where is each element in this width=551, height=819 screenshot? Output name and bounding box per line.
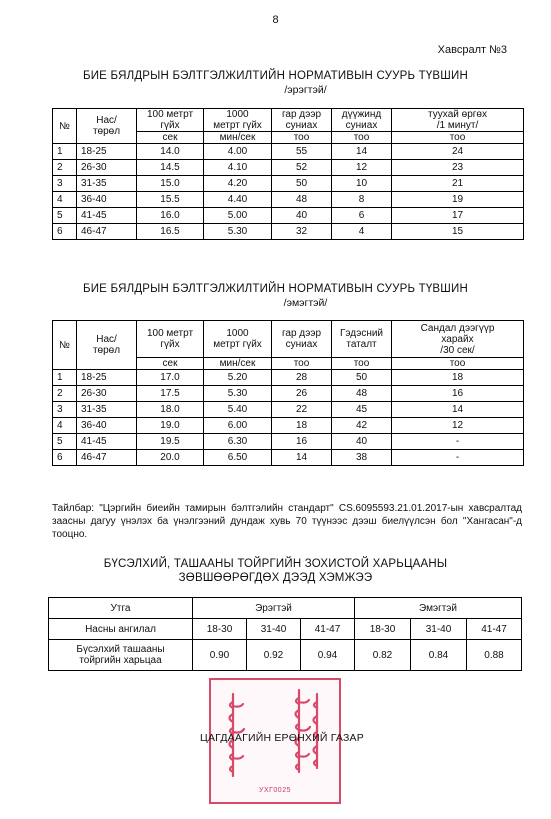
table-cell: 4.40 <box>204 192 272 208</box>
table-cell: 14.5 <box>137 160 204 176</box>
age-category-label: Насны ангилал <box>49 619 193 640</box>
table-cell: 6 <box>332 208 392 224</box>
table-row <box>53 176 524 192</box>
table-row <box>53 434 524 450</box>
table-cell: 38 <box>332 450 392 466</box>
header-value: Утга <box>49 598 193 619</box>
table-cell: 12 <box>392 418 524 434</box>
table-cell: 8 <box>332 192 392 208</box>
table-cell: 4.10 <box>204 160 272 176</box>
table-cell: 1 <box>53 370 77 386</box>
table-cell: 18.0 <box>137 402 204 418</box>
unit-cell: мин/сек <box>204 358 272 370</box>
table-cell: 15.5 <box>137 192 204 208</box>
unit-cell: тоо <box>272 132 332 144</box>
age-cell: 18-30 <box>193 619 247 640</box>
table-cell: 3 <box>53 176 77 192</box>
header-pushups: гар дээр суниах <box>272 109 332 132</box>
table-row <box>53 192 524 208</box>
table-cell: 4.20 <box>204 176 272 192</box>
table-cell: 26 <box>272 386 332 402</box>
waist-table-title-line2: ЗӨВШӨӨРӨГДӨХ ДЭЭД ХЭМЖЭЭ <box>178 572 373 584</box>
table-cell: 14 <box>272 450 332 466</box>
ratio-cell: 0.82 <box>355 640 411 671</box>
table-cell: 36-40 <box>77 418 137 434</box>
table-cell: 19.5 <box>137 434 204 450</box>
table-cell: 42 <box>332 418 392 434</box>
table-cell: 3 <box>53 402 77 418</box>
header-bench-jumps: Сандал дээгүүр харайх /30 сек/ <box>392 321 524 358</box>
table-cell: 45 <box>332 402 392 418</box>
table-row <box>53 402 524 418</box>
male-norm-table <box>52 108 524 240</box>
table-cell: 2 <box>53 160 77 176</box>
table-row <box>53 224 524 240</box>
table-cell: 48 <box>272 192 332 208</box>
unit-cell: тоо <box>392 358 524 370</box>
ratio-label: Бүсэлхий ташааны тойргийн харьцаа <box>49 640 193 671</box>
table-cell: 2 <box>53 386 77 402</box>
table-cell: 6 <box>53 450 77 466</box>
table-cell: 26-30 <box>77 386 137 402</box>
table-cell: 5.30 <box>204 224 272 240</box>
table-cell: 46-47 <box>77 450 137 466</box>
table-cell: 5.20 <box>204 370 272 386</box>
table-cell: 5.30 <box>204 386 272 402</box>
table-cell: 6.50 <box>204 450 272 466</box>
table-cell: 16 <box>272 434 332 450</box>
header-pullups: дүүжинд суниах <box>332 109 392 132</box>
table-cell: 22 <box>272 402 332 418</box>
table-cell: 10 <box>332 176 392 192</box>
table-cell: 20.0 <box>137 450 204 466</box>
header-male: Эрэгтэй <box>193 598 355 619</box>
table-cell: 5 <box>53 208 77 224</box>
table-cell: 4.00 <box>204 144 272 160</box>
table-cell: 23 <box>392 160 524 176</box>
age-cell: 41-47 <box>301 619 355 640</box>
table-cell: 32 <box>272 224 332 240</box>
table-row <box>53 370 524 386</box>
standard-note: Тайлбар: "Цэргийн биеийн тамирын бэлтгэлийн стандарт" CS.6095593.21.01.2017-ын хавсралтад заасны дагуу үнэлэх ба үнэлгээний дундаж хувь 70 түүнээс дээш биелүүлсэн бол "Хангасан"-д тооцно. <box>52 503 522 540</box>
table-cell: 15 <box>392 224 524 240</box>
table-cell: 14 <box>332 144 392 160</box>
table-cell: 31-35 <box>77 402 137 418</box>
table-cell: 5 <box>53 434 77 450</box>
table-cell: 24 <box>392 144 524 160</box>
table-cell: 12 <box>332 160 392 176</box>
table-cell: 4 <box>53 192 77 208</box>
header-age: Нас/ төрөл <box>77 321 137 370</box>
table-cell: 46-47 <box>77 224 137 240</box>
table-cell: 52 <box>272 160 332 176</box>
table-cell: 4 <box>332 224 392 240</box>
table-cell: 55 <box>272 144 332 160</box>
header-kettlebell: тууxай өргөх /1 минут/ <box>392 109 524 132</box>
age-category-row <box>49 619 522 640</box>
page-number: 8 <box>272 14 279 26</box>
table-cell: 5.00 <box>204 208 272 224</box>
table-row <box>53 144 524 160</box>
table-cell: 16.0 <box>137 208 204 224</box>
table-cell: 26-30 <box>77 160 137 176</box>
unit-cell: тоо <box>332 358 392 370</box>
table-cell: 18 <box>272 418 332 434</box>
table-row <box>53 208 524 224</box>
waist-ratio-table <box>48 597 522 671</box>
agency-name: ЦАГДААГИЙН ЕРӨНХИЙ ГАЗАР <box>200 732 364 744</box>
table-cell: 50 <box>272 176 332 192</box>
table-cell: 28 <box>272 370 332 386</box>
waist-table-title-line1: БҮСЭЛХИЙ, ТАШААНЫ ТОЙРГИЙН ЗОХИСТОЙ ХАРЬЦААНЫ <box>103 558 448 570</box>
table-row <box>53 418 524 434</box>
table-cell: 16.5 <box>137 224 204 240</box>
table-cell: 17 <box>392 208 524 224</box>
header-100m: 100 метрт гүйх <box>137 109 204 132</box>
table-header-row <box>53 109 524 132</box>
unit-cell: сек <box>137 132 204 144</box>
table-cell: 41-45 <box>77 208 137 224</box>
female-table-title: БИЕ БЯЛДРЫН БЭЛТГЭЛЖИЛТИЙН НОРМАТИВЫН СУУРЬ ТҮВШИН <box>82 283 469 295</box>
ratio-cell: 0.94 <box>301 640 355 671</box>
table-cell: 4 <box>53 418 77 434</box>
ratio-cell: 0.92 <box>247 640 301 671</box>
header-100m: 100 метрт гүйх <box>137 321 204 358</box>
table-cell: - <box>392 434 524 450</box>
header-number: № <box>53 321 77 370</box>
table-cell: 36-40 <box>77 192 137 208</box>
table-cell: 48 <box>332 386 392 402</box>
table-cell: 18-25 <box>77 144 137 160</box>
header-number: № <box>53 109 77 144</box>
age-cell: 31-40 <box>247 619 301 640</box>
unit-cell: тоо <box>392 132 524 144</box>
table-row <box>53 450 524 466</box>
table-cell: 19.0 <box>137 418 204 434</box>
header-1000m: 1000 метрт гүйх <box>204 321 272 358</box>
header-female: Эмэгтэй <box>355 598 522 619</box>
header-age: Нас/ төрөл <box>77 109 137 144</box>
unit-cell: тоо <box>332 132 392 144</box>
table-cell: 19 <box>392 192 524 208</box>
header-1000m: 1000 метрт гүйх <box>204 109 272 132</box>
table-cell: 6.30 <box>204 434 272 450</box>
table-cell: 15.0 <box>137 176 204 192</box>
unit-cell: сек <box>137 358 204 370</box>
male-table-subtitle: /эрэгтэй/ <box>284 84 327 96</box>
table-cell: - <box>392 450 524 466</box>
table-cell: 5.40 <box>204 402 272 418</box>
table-cell: 6.00 <box>204 418 272 434</box>
ratio-cell: 0.84 <box>411 640 467 671</box>
table-cell: 17.5 <box>137 386 204 402</box>
table-cell: 6 <box>53 224 77 240</box>
table-row <box>53 386 524 402</box>
table-cell: 40 <box>272 208 332 224</box>
table-cell: 40 <box>332 434 392 450</box>
male-table-title: БИЕ БЯЛДРЫН БЭЛТГЭЛЖИЛТИЙН НОРМАТИВЫН СУУРЬ ТҮВШИН <box>82 70 469 82</box>
table-header-row <box>53 321 524 358</box>
table-cell: 14 <box>392 402 524 418</box>
appendix-label: Хавсралт №3 <box>437 44 507 56</box>
age-cell: 41-47 <box>467 619 522 640</box>
table-cell: 31-35 <box>77 176 137 192</box>
age-cell: 31-40 <box>411 619 467 640</box>
unit-cell: тоо <box>272 358 332 370</box>
stamp-number: УХГ0025 <box>259 787 291 794</box>
table-cell: 17.0 <box>137 370 204 386</box>
header-pushups: гар дээр суниах <box>272 321 332 358</box>
female-norm-table <box>52 320 524 466</box>
table-cell: 18-25 <box>77 370 137 386</box>
table-cell: 14.0 <box>137 144 204 160</box>
table-cell: 21 <box>392 176 524 192</box>
ratio-cell: 0.90 <box>193 640 247 671</box>
female-table-subtitle: /эмэгтэй/ <box>283 297 328 309</box>
table-row <box>53 160 524 176</box>
table-cell: 1 <box>53 144 77 160</box>
table-cell: 18 <box>392 370 524 386</box>
ratio-cell: 0.88 <box>467 640 522 671</box>
table-cell: 41-45 <box>77 434 137 450</box>
table-cell: 50 <box>332 370 392 386</box>
unit-cell: мин/сек <box>204 132 272 144</box>
ratio-row <box>49 640 522 671</box>
header-situps: Гэдэсний таталт <box>332 321 392 358</box>
age-cell: 18-30 <box>355 619 411 640</box>
table-cell: 16 <box>392 386 524 402</box>
